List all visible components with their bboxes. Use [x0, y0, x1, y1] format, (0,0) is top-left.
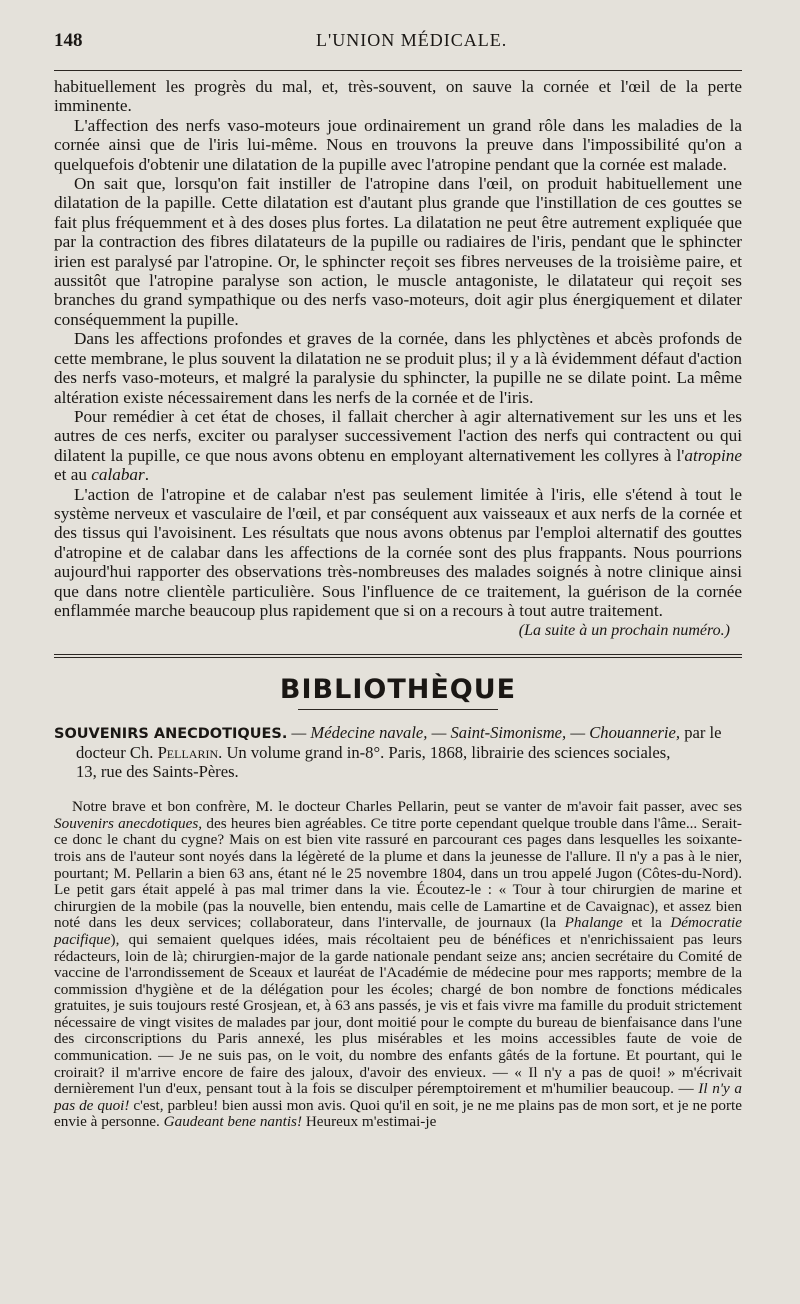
paragraph: L'action de l'atropine et de calabar n'est pas seulement limitée à l'iris, elle s'étend à tout le système nerveux et vasculaire de l'œil, et par conséquent aux vaisseaux et aux nerfs de la cornée et des tissus qui l'avoisinent. Les résultats que nous avons obtenus par l'emploi alternatif des gouttes d'atropine et de calabar dans les affections de la cornée sont des plus frappants. Nous pourrions aujourd'hui rapporter des observations très-nombreuses des malades soignés à notre clinique ainsi que dans notre clientèle particulière. Sous l'influence de ce traitement, la guérison de la cornée enflammée marche beaucoup plus rapidement que si on a recours à tout autre traitement.	[54, 484, 742, 620]
article-body	[54, 77, 742, 620]
review-body	[54, 799, 742, 1131]
section-divider	[54, 654, 742, 658]
book-review-heading: SOUVENIRS ANECDOTIQUES. — Médecine navale, — Saint-Simonisme, — Chouannerie, par le docteur Ch. Pellarin. Un volume grand in-8°. Paris, 1868, librairie des sciences sociales, 13, rue des Saints-Pères.	[54, 724, 742, 781]
paragraph: Dans les affections profondes et graves de la cornée, dans les phlyctènes et abcès profonds de cette membrane, le plus souvent la dilatation ne se produit plus; il y a là évidemment défaut d'action des nerfs vaso-moteurs, et malgré la paralysie du sphincter, la pupille ne se dilate point. La même altération existe nécessairement dans les nerfs de la cornée et de l'iris.	[54, 329, 742, 407]
header-rule	[54, 70, 742, 71]
continuation-note: (La suite à un prochain numéro.)	[518, 622, 730, 640]
paragraph: habituellement les progrès du mal, et, très-souvent, on sauve la cornée et l'œil de la perte imminente.	[54, 77, 742, 116]
paragraph: L'affection des nerfs vaso-moteurs joue ordinairement un grand rôle dans les maladies de la cornée ainsi que de l'iris lui-même. Nous en trouvons la preuve dans l'impossibilité qu'on a quelquefois d'obtenir une dilatation de la pupille avec l'atropine pendant que la cornée est malade.	[54, 115, 742, 174]
book-title: SOUVENIRS ANECDOTIQUES.	[54, 726, 288, 743]
page-number: 148	[54, 30, 83, 51]
book-author: Pellarin	[157, 742, 219, 762]
section-title: BIBLIOTHÈQUE	[279, 674, 517, 706]
paragraph: On sait que, lorsqu'on fait instiller de l'atropine dans l'œil, on produit habituellement une dilatation de la papille. Cette dilatation est d'autant plus grande que l'instillation de ces gouttes se fait plus fréquemment et à des doses plus fortes. La dilatation ne peut être autrement expliquée que par la contraction des fibres dilatateurs de la pupille ou radiaires de l'iris, pendant que le sphincter irien est paralysé par l'atropine. Or, le sphincter reçoit ses fibres nerveuses de la troisième paire, et aussitôt que l'atropine paralyse son action, le muscle antagoniste, le dilatateur qui reçoit ses branches du grand sympathique ou des nerfs vaso-moteurs, doit agir plus énergiquement et dilater conséquemment la pupille.	[54, 174, 742, 329]
page-header	[54, 30, 742, 60]
title-rule	[298, 709, 498, 710]
book-details: docteur Ch. Pellarin. Un volume grand in-8°. Paris, 1868, librairie des sciences sociales, 13, rue des Saints-Pères.	[76, 742, 671, 781]
running-head: L'UNION MÉDICALE.	[316, 30, 508, 50]
book-subjects: — Médecine navale, — Saint-Simonisme, — Chouannerie,	[291, 723, 681, 743]
paragraph: Notre brave et bon confrère, M. le docteur Charles Pellarin, peut se vanter de m'avoir fait passer, avec ses Souvenirs anecdotiques, des heures bien agréables. Ce titre porte cependant quelque trouble dans l'âme... Serait-ce donc le chant du cygne? Mais on est bien vite rassuré en parcourant ces pages dans lesquelles les soixante-trois ans de l'auteur sont noyés dans la légèreté de la plume et dans la jeunesse de l'allure. Il n'y a pas à le nier, pourtant; M. Pellarin a bien 63 ans, étant né le 25 novembre 1804, dans un trou appelé Jugon (Côtes-du-Nord). Le petit gars était appelé à pas mal trimer dans la vie. Écoutez-le : « Tour à tour chirurgien de marine et chirurgien de la mobile (pas la nouvelle, bien entendu, mais celle de Lamartine et de Cavaignac), et assez bien noté dans les deux services; collaborateur, dans l'intervalle, de journaux (la Phalange et la Démocratie pacifique), qui semaient quelques idées, mais récoltaient peu de bénéfices et n'enrichissaient pas leurs rédacteurs, loin de là; chirurgien-major de la garde nationale pendant seize ans; ancien secrétaire du Comité de vaccine de l'arrondissement de Sceaux et lauréat de l'Académie de médecine pour mes rapports; membre de la commission d'hygiène et de la délégation pour les écoles; chargé de bon nombre de fonctions médicales gratuites, je suis toujours resté Grosjean, et, à 63 ans passés, je vis et fais vivre ma famille du produit strictement nécessaire de vingt visites de malades par jour, dont moitié pour le compte du bureau de bienfaisance dans l'une des circonscriptions du Paris annexé, les plus misérables et les moins accessibles faute de voie de communication. — Je ne suis pas, on le voit, du nombre des enfants gâtés de la fortune. Et pourtant, qui le croirait? il m'arrive encore de faire des jaloux, d'avoir des envieux. — « Il n'y a pas de quoi! » m'écrivait dernièrement l'un d'eux, pensant tout à la fois se disculper péremptoirement et m'humilier beaucoup. — Il n'y a pas de quoi! c'est, parbleu! bien aussi mon avis. Quoi qu'il en soit, je ne me plains pas de mon sort, et je ne porte envie à personne. Gaudeant bene nantis! Heureux m'estimai-je	[54, 798, 743, 1131]
paragraph: Pour remédier à cet état de choses, il fallait chercher à agir alternativement sur les uns et les autres de ces nerfs, exciter ou paralyser successivement l'action des nerfs qui contractent ou qui dilatent la pupille, ce que nous avons obtenu en employant alternativement les collyres à l'atropine et au calabar.	[54, 406, 742, 485]
